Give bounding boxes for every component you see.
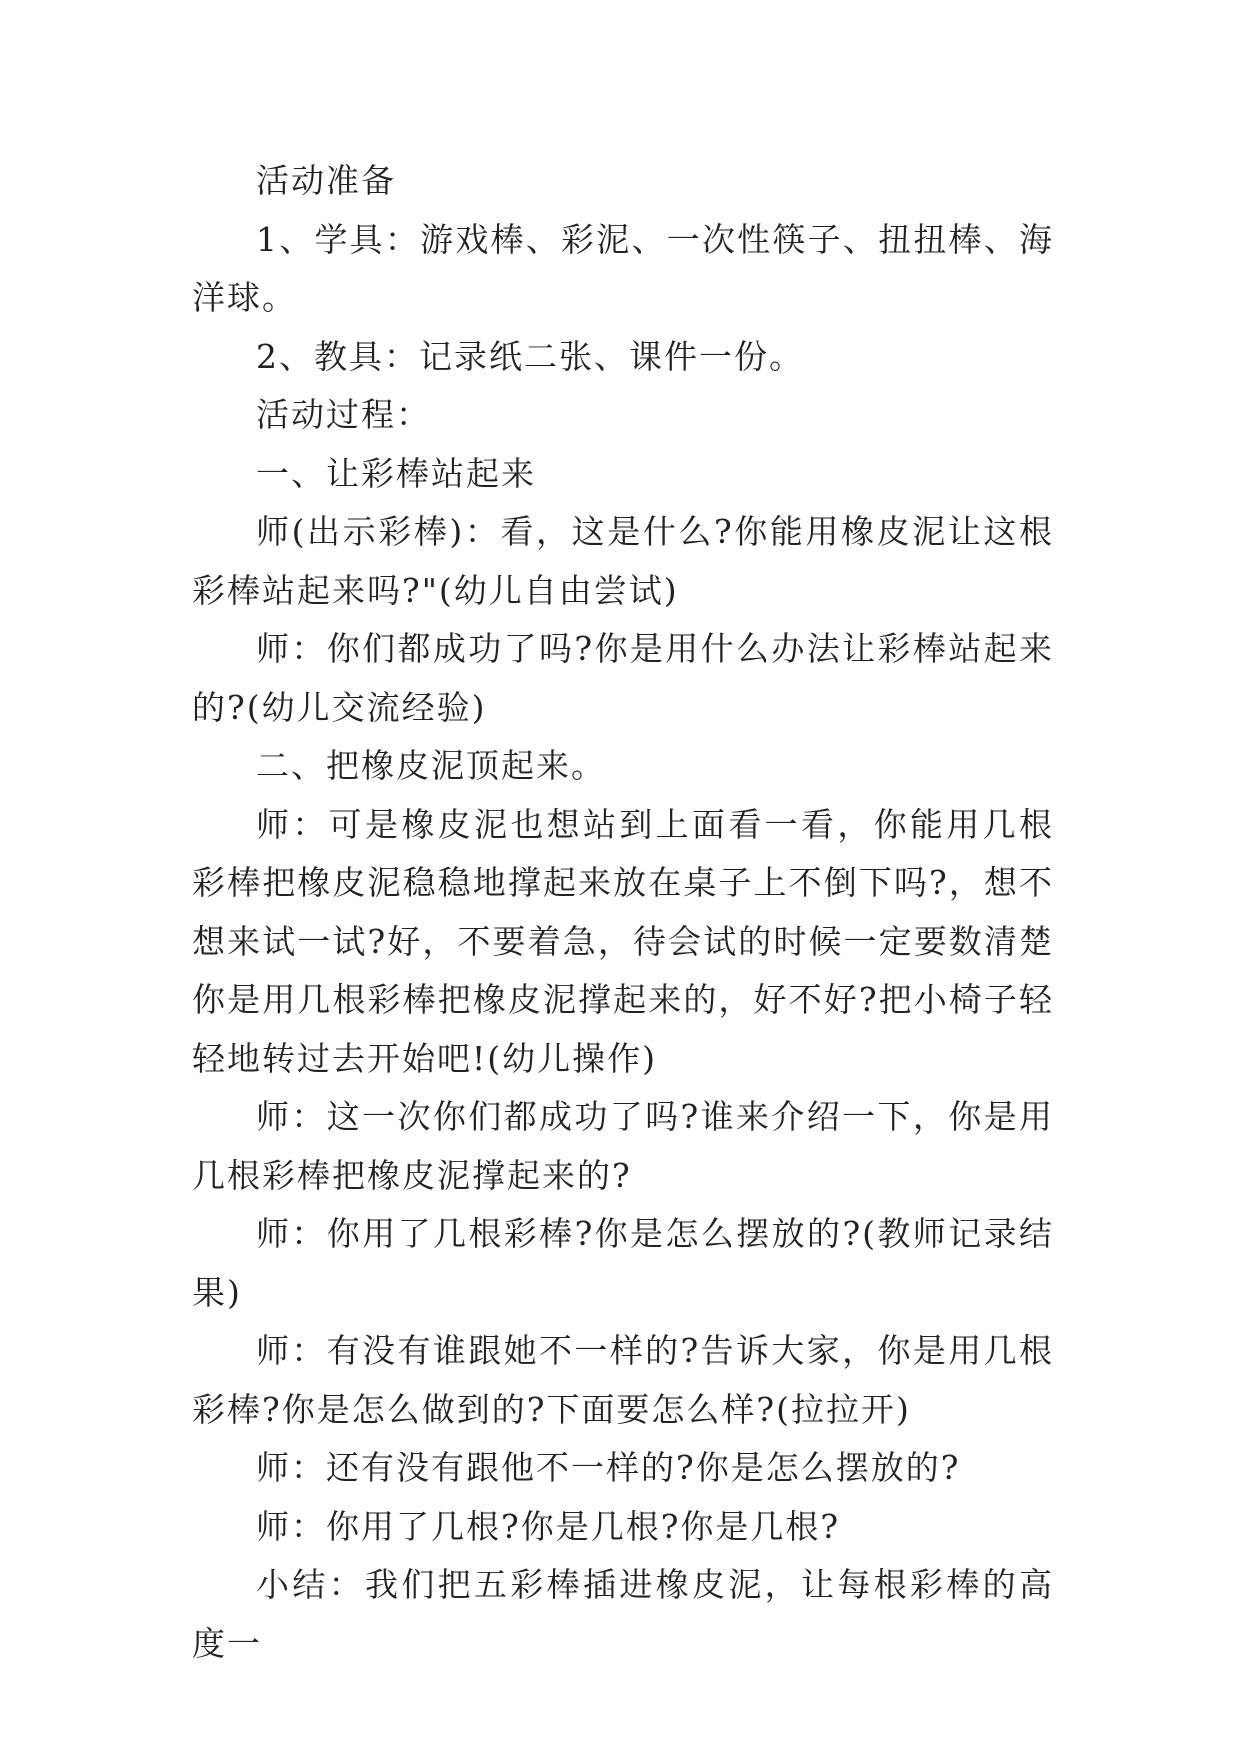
paragraph: 师(出示彩棒)：看，这是什么?你能用橡皮泥让这根彩棒站起来吗?"(幼儿自由尝试) — [192, 512, 1054, 610]
paragraph: 师：你们都成功了吗?你是用什么办法让彩棒站起来的?(幼儿交流经验) — [192, 629, 1054, 727]
subsection-heading: 一、让彩棒站起来 — [256, 453, 536, 493]
paragraph: 师：有没有谁跟她不一样的?告诉大家，你是用几根彩棒?你是怎么做到的?下面要怎么样?(拉拉开) — [192, 1331, 1054, 1429]
paragraph: 师：你用了几根彩棒?你是怎么摆放的?(教师记录结果) — [192, 1214, 1054, 1312]
subsection-heading: 二、把橡皮泥顶起来。 — [256, 746, 606, 785]
document-body — [192, 152, 1054, 1673]
paragraph: 师：你用了几根?你是几根?你是几根? — [256, 1506, 841, 1546]
summary-paragraph: 小结：我们把五彩棒插进橡皮泥，让每根彩棒的高度一 — [192, 1565, 1054, 1663]
paragraph: 师：可是橡皮泥也想站到上面看一看，你能用几根彩棒把橡皮泥稳稳地撑起来放在桌子上不倒下吗?，想不想来试一试?好，不要着急，待会试的时候一定要数清楚你是用几根彩棒把橡皮泥撑起来的，好不好?把小椅子轻轻地转过去开始吧!(幼儿操作) — [192, 804, 1054, 1078]
paragraph: 师：还有没有跟他不一样的?你是怎么摆放的? — [256, 1448, 961, 1487]
paragraph: 师：这一次你们都成功了吗?谁来介绍一下，你是用几根彩棒把橡皮泥撑起来的? — [192, 1097, 1054, 1195]
list-item: 1、学具：游戏棒、彩泥、一次性筷子、扭扭棒、海洋球。 — [192, 219, 1054, 317]
section-heading: 活动过程： — [256, 395, 431, 434]
list-item: 2、教具：记录纸二张、课件一份。 — [256, 336, 804, 376]
section-heading: 活动准备 — [256, 161, 396, 200]
